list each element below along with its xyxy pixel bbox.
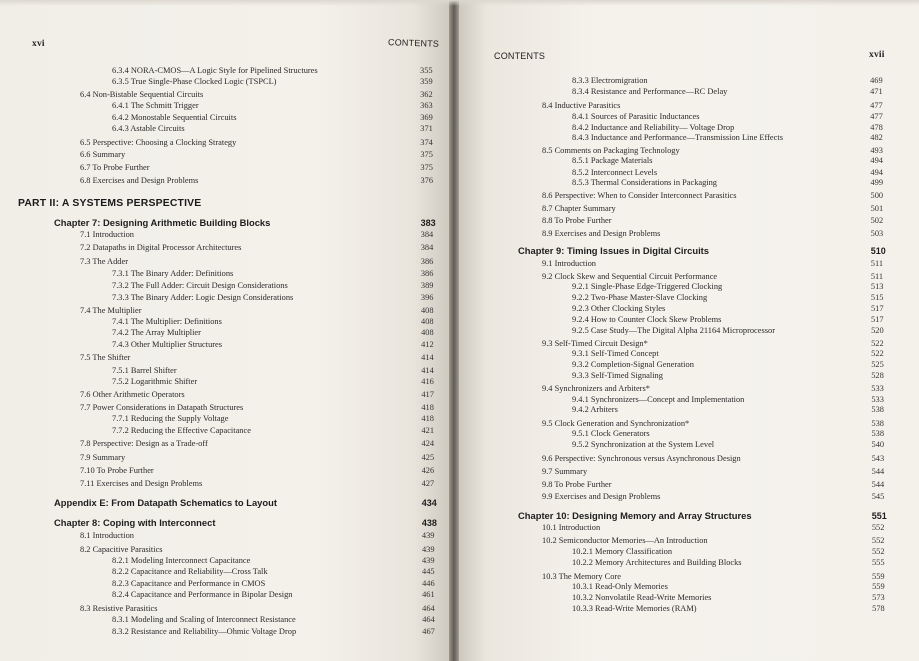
toc-page-number: 408 (421, 328, 434, 337)
toc-entry-title: 7.4.1 The Multiplier: Definitions (112, 317, 222, 326)
toc-entry-title: 9.2.3 Other Clocking Styles (572, 304, 666, 313)
toc-entry-title: 8.4.1 Sources of Parasitic Inductances (572, 112, 700, 121)
toc-entry-title: 9.4.2 Arbiters (572, 405, 618, 414)
toc-entry-title: 7.7.1 Reducing the Supply Voltage (112, 414, 229, 423)
toc-page-number: 389 (420, 281, 434, 290)
toc-entry-title: 7.3.3 The Binary Adder: Logic Design Considerations (112, 293, 294, 302)
left-running-head: CONTENTS (387, 37, 440, 49)
toc-page-number: 528 (871, 371, 884, 380)
toc-entry-title: 8.3.4 Resistance and Performance—RC Delay (572, 87, 728, 96)
toc-entry-title: 10.3.2 Nonvolatile Read-Write Memories (572, 593, 712, 602)
toc-entry-title: 7.6 Other Arithmetic Operators (80, 390, 185, 399)
toc-page-number: 544 (871, 467, 885, 476)
toc-page-number: 525 (871, 360, 884, 369)
toc-page-number: 418 (421, 414, 434, 423)
toc-page-number: 493 (870, 146, 883, 155)
toc-page-number: 513 (870, 282, 884, 291)
toc-entry-title: 7.7.2 Reducing the Effective Capacitance (112, 426, 251, 435)
toc-entry-title: 8.9 Exercises and Design Problems (542, 229, 661, 238)
toc-entry-title: 8.3.1 Modeling and Scaling of Interconnect Resistance (112, 615, 296, 624)
toc-page-number: 499 (870, 178, 884, 187)
toc-page-number: 533 (871, 395, 884, 404)
toc-page-number: 467 (422, 627, 435, 636)
toc-entry-title: 10.2.1 Memory Classification (572, 547, 673, 556)
toc-page-number: 494 (870, 156, 883, 165)
toc-page-number: 386 (420, 257, 434, 266)
toc-entry-title: 7.9 Summary (80, 453, 126, 462)
toc-page-number: 439 (421, 531, 435, 540)
toc-page-number: 545 (871, 492, 885, 501)
toc-page-number: 425 (421, 453, 435, 462)
toc-page-number: 369 (420, 113, 433, 122)
toc-entry-title: 9.5.2 Synchronization at the System Level (572, 440, 715, 449)
toc-page-number: 408 (420, 306, 434, 315)
toc-page-number: 408 (421, 317, 434, 326)
toc-entry-title: 7.4 The Multiplier (80, 306, 142, 315)
toc-page-number: 434 (421, 498, 437, 508)
toc-page-number: 363 (420, 101, 433, 110)
chapter-title: Chapter 9: Timing Issues in Digital Circuits (518, 245, 710, 256)
right-running-head: CONTENTS (494, 51, 546, 61)
toc-page-number: 376 (420, 176, 434, 185)
toc-page-number: 510 (870, 246, 886, 256)
toc-page-number: 551 (871, 511, 887, 521)
right-page (459, 0, 919, 661)
toc-entry-title: 7.8 Perspective: Design as a Trade-off (80, 439, 208, 448)
toc-entry-title: 9.4.1 Synchronizers—Concept and Implementation (572, 395, 745, 404)
toc-page-number: 461 (422, 590, 435, 599)
toc-entry-title: 6.7 To Probe Further (80, 163, 150, 172)
toc-entry-title: 9.7 Summary (542, 467, 588, 476)
toc-page-number: 522 (871, 349, 884, 358)
toc-entry-title: 7.7 Power Considerations in Datapath Structures (80, 403, 244, 412)
toc-entry-title: 8.2.3 Capacitance and Performance in CMOS (112, 579, 266, 588)
toc-page-number: 544 (871, 480, 885, 489)
toc-page-number: 427 (421, 479, 435, 488)
toc-page-number: 412 (421, 340, 434, 349)
toc-page-number: 426 (421, 466, 435, 475)
toc-entry-title: 7.2 Datapaths in Digital Processor Architectures (80, 243, 242, 252)
toc-entry-title: 8.8 To Probe Further (542, 216, 612, 225)
toc-page-number: 414 (421, 366, 434, 375)
part-title: PART II: A SYSTEMS PERSPECTIVE (18, 198, 202, 209)
toc-entry-title: 9.2.4 How to Counter Clock Skew Problems (572, 315, 722, 324)
toc-page-number: 552 (871, 547, 885, 556)
toc-page-number: 503 (870, 229, 884, 238)
toc-entry-title: 9.5 Clock Generation and Synchronization* (542, 419, 690, 428)
toc-entry-title: 8.4.2 Inductance and Reliability— Voltage Drop (572, 123, 735, 132)
toc-entry-title: 10.2 Semiconductor Memories—An Introduction (542, 536, 708, 545)
toc-page-number: 418 (421, 403, 434, 412)
toc-entry-title: 8.5.1 Package Materials (572, 156, 653, 165)
toc-page-number: 438 (421, 518, 437, 528)
toc-entry-title: 7.10 To Probe Further (80, 466, 154, 475)
toc-entry-title: 6.8 Exercises and Design Problems (80, 176, 199, 185)
toc-entry-title: 7.4.3 Other Multiplier Structures (112, 340, 223, 349)
toc-page-number: 538 (871, 405, 884, 414)
toc-entry-title: 6.4 Non-Bistable Sequential Circuits (80, 90, 204, 99)
toc-page-number: 578 (872, 604, 885, 613)
toc-page-number: 552 (871, 536, 885, 545)
toc-entry-title: 9.2 Clock Skew and Sequential Circuit Performance (542, 272, 718, 281)
toc-entry-title: 6.5 Perspective: Choosing a Clocking Strategy (80, 138, 237, 147)
toc-entry-title: 9.3 Self-Timed Circuit Design* (542, 339, 648, 348)
toc-entry-title: 9.6 Perspective: Synchronous versus Asynchronous Design (542, 454, 741, 463)
toc-entry-title: 7.3 The Adder (80, 257, 128, 266)
toc-entry-title: 8.2.2 Capacitance and Reliability—Cross Talk (112, 567, 268, 576)
toc-entry-title: 9.8 To Probe Further (542, 480, 612, 489)
toc-page-number: 464 (422, 615, 435, 624)
toc-page-number: 540 (871, 440, 885, 449)
toc-entry-title: 9.2.5 Case Study—The Digital Alpha 21164 Microprocessor (572, 326, 775, 335)
toc-entry-title: 9.2.2 Two-Phase Master-Slave Clocking (572, 293, 708, 302)
toc-page-number: 494 (870, 168, 883, 177)
toc-entry-title: 8.5.2 Interconnect Levels (572, 168, 658, 177)
toc-entry-title: 9.3.1 Self-Timed Concept (572, 349, 659, 358)
toc-page-number: 384 (420, 243, 434, 252)
toc-entry-title: 9.1 Introduction (542, 259, 596, 268)
toc-page-number: 520 (871, 326, 884, 335)
toc-entry-title: 7.3.1 The Binary Adder: Definitions (112, 269, 234, 278)
toc-page-number: 446 (422, 579, 435, 588)
toc-entry-title: 7.3.2 The Full Adder: Circuit Design Considerations (112, 281, 288, 290)
toc-entry-title: 10.1 Introduction (542, 523, 601, 532)
toc-entry-title: 8.4.3 Inductance and Performance—Transmission Line Effects (572, 133, 783, 142)
toc-entry-title: 6.4.3 Astable Circuits (112, 124, 185, 133)
toc-page-number: 559 (872, 582, 885, 591)
toc-page-number: 573 (872, 593, 885, 602)
toc-entry-title: 10.3.3 Read-Write Memories (RAM) (572, 604, 697, 613)
toc-page-number: 555 (871, 558, 885, 567)
toc-entry-title: 6.4.2 Monostable Sequential Circuits (112, 113, 237, 122)
chapter-title: Chapter 8: Coping with Interconnect (54, 517, 216, 528)
toc-page-number: 371 (420, 124, 433, 133)
page-top-edge (0, 0, 919, 6)
toc-entry-title: 8.3 Resistive Parasitics (80, 604, 158, 613)
toc-entry-title: 10.2.2 Memory Architectures and Building Blocks (572, 558, 742, 567)
toc-page-number: 517 (870, 304, 884, 313)
toc-entry-title: 8.2.1 Modeling Interconnect Capacitance (112, 556, 251, 565)
toc-page-number: 359 (420, 77, 433, 86)
toc-entry-title: 6.3.5 True Single-Phase Clocked Logic (TSPCL) (112, 77, 277, 86)
right-page-number: xvii (869, 50, 885, 60)
toc-entry-title: 8.7 Chapter Summary (542, 204, 616, 213)
toc-page-number: 522 (871, 339, 884, 348)
toc-page-number: 533 (871, 384, 884, 393)
toc-page-number: 375 (420, 163, 433, 172)
toc-entry-title: 8.6 Perspective: When to Consider Interconnect Parasitics (542, 191, 737, 200)
toc-page-number: 439 (421, 556, 435, 565)
toc-page-number: 543 (871, 454, 885, 463)
toc-entry-title: 6.3.4 NORA-CMOS—A Logic Style for Pipelined Structures (112, 66, 318, 75)
toc-page-number: 515 (870, 293, 884, 302)
toc-entry-title: 9.2.1 Single-Phase Edge-Triggered Clocking (572, 282, 723, 291)
toc-page-number: 538 (871, 419, 884, 428)
toc-page-number: 477 (870, 112, 883, 121)
toc-page-number: 383 (420, 218, 436, 228)
toc-page-number: 416 (421, 377, 434, 386)
toc-entry-title: 7.5.1 Barrel Shifter (112, 366, 177, 375)
toc-entry-title: 9.3.2 Completion-Signal Generation (572, 360, 694, 369)
toc-page-number: 502 (870, 216, 884, 225)
toc-entry-title: 8.5 Comments on Packaging Technology (542, 146, 680, 155)
toc-entry-title: 7.4.2 The Array Multiplier (112, 328, 201, 337)
book-gutter (449, 0, 459, 661)
toc-page-number: 445 (422, 567, 435, 576)
toc-page-number: 552 (871, 523, 885, 532)
toc-page-number: 517 (871, 315, 884, 324)
toc-page-number: 374 (420, 138, 433, 147)
toc-page-number: 469 (870, 76, 883, 85)
toc-page-number: 464 (422, 604, 435, 613)
toc-page-number: 384 (420, 230, 434, 239)
toc-entry-title: 10.3 The Memory Core (542, 572, 621, 581)
toc-entry-title: 8.2.4 Capacitance and Performance in Bipolar Design (112, 590, 293, 599)
toc-page-number: 414 (421, 353, 434, 362)
toc-entry-title: 9.9 Exercises and Design Problems (542, 492, 661, 501)
toc-page-number: 417 (421, 390, 434, 399)
toc-entry-title: 6.6 Summary (80, 150, 126, 159)
toc-entry-title: 7.5 The Shifter (80, 353, 131, 362)
toc-page-number: 478 (870, 123, 883, 132)
toc-page-number: 511 (870, 259, 884, 268)
toc-entry-title: 9.3.3 Self-Timed Signaling (572, 371, 663, 380)
toc-page-number: 386 (420, 269, 434, 278)
toc-page-number: 511 (870, 272, 884, 281)
chapter-title: Chapter 7: Designing Arithmetic Building Blocks (54, 217, 271, 228)
toc-entry-title: 9.5.1 Clock Generators (572, 429, 650, 438)
toc-entry-title: 10.3.1 Read-Only Memories (572, 582, 668, 591)
toc-page-number: 538 (871, 429, 885, 438)
toc-entry-title: 8.5.3 Thermal Considerations in Packaging (572, 178, 717, 187)
toc-page-number: 482 (870, 133, 883, 142)
toc-page-number: 559 (872, 572, 885, 581)
toc-page-number: 375 (420, 150, 433, 159)
toc-entry-title: 8.4 Inductive Parasitics (542, 101, 621, 110)
toc-page-number: 439 (421, 545, 435, 554)
toc-entry-title: 8.2 Capacitive Parasitics (80, 545, 163, 554)
toc-entry-title: 7.1 Introduction (80, 230, 134, 239)
toc-entry-title: 9.4 Synchronizers and Arbiters* (542, 384, 650, 393)
toc-entry-title: 8.1 Introduction (80, 531, 134, 540)
toc-page-number: 355 (420, 66, 433, 75)
left-page (0, 0, 449, 661)
toc-entry-title: 7.11 Exercises and Design Problems (80, 479, 203, 488)
toc-page-number: 421 (421, 426, 435, 435)
toc-entry-title: 8.3.2 Resistance and Reliability—Ohmic Voltage Drop (112, 627, 297, 636)
toc-page-number: 362 (420, 90, 433, 99)
chapter-title: Appendix E: From Datapath Schematics to Layout (54, 497, 277, 508)
toc-entry-title: 8.3.3 Electromigration (572, 76, 648, 85)
toc-page-number: 501 (870, 204, 884, 213)
toc-entry-title: 6.4.1 The Schmitt Trigger (112, 101, 199, 110)
toc-entry-title: 7.5.2 Logarithmic Shifter (112, 377, 198, 386)
toc-page-number: 500 (870, 191, 884, 200)
toc-page-number: 396 (420, 293, 434, 302)
toc-page-number: 424 (421, 439, 435, 448)
chapter-title: Chapter 10: Designing Memory and Array Structures (518, 510, 752, 521)
toc-page-number: 471 (870, 87, 883, 96)
left-page-number: xvi (32, 39, 45, 49)
toc-page-number: 477 (870, 101, 883, 110)
